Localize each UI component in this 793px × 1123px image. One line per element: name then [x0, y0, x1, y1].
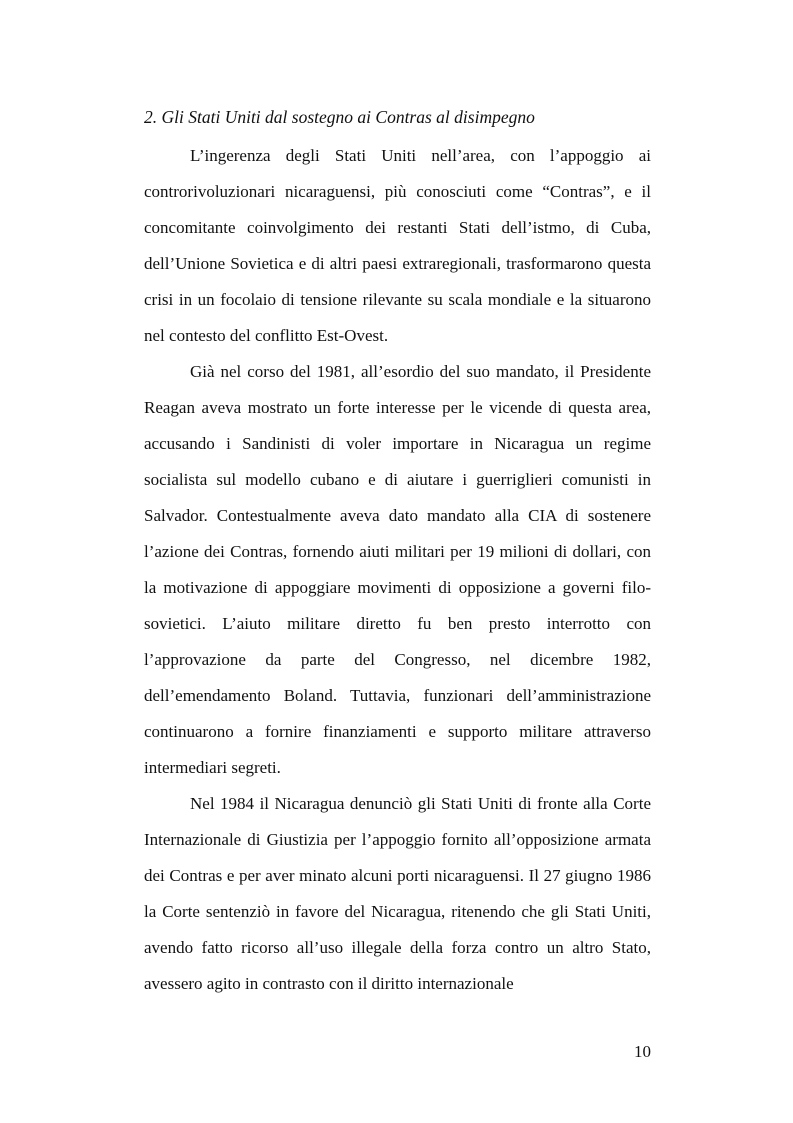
paragraph-corte: Nel 1984 il Nicaragua denunciò gli Stati Uniti di fronte alla Corte Internazionale di Giustizia per l’appoggio fornito all’opposizione armata dei Contras e per aver minato alcuni porti nicaraguensi. Il 27 giugno 1986 la Corte sentenziò in favore del Nicaragua, ritenendo che gli Stati Uniti, avendo fatto ricorso all’uso illegale della forza contro un altro Stato, avessero agito in contrasto con il diritto internazionale	[144, 794, 651, 993]
paragraph-ingerenza: L’ingerenza degli Stati Uniti nell’area, con l’appoggio ai controrivoluzionari nicaraguensi, più conosciuti come “Contras”, e il concomitante coinvolgimento dei restanti Stati dell’istmo, di Cuba, dell’Unione Sovietica e di altri paesi extraregionali, trasformarono questa crisi in un focolaio di tensione rilevante su scala mondiale e la situarono nel contesto del conflitto Est-Ovest.	[144, 146, 651, 345]
page-number: 10	[634, 1042, 651, 1061]
body-text	[144, 138, 651, 1002]
paragraph-reagan: Già nel corso del 1981, all’esordio del suo mandato, il Presidente Reagan aveva mostrato un forte interesse per le vicende di questa area, accusando i Sandinisti di voler importare in Nicaragua un regime socialista sul modello cubano e di aiutare i guerriglieri comunisti in Salvador. Contestualmente aveva dato mandato alla CIA di sostenere l’azione dei Contras, fornendo aiuti militari per 19 milioni di dollari, con la motivazione di appoggiare movimenti di opposizione a governi filo-sovietici. L’aiuto militare diretto fu ben presto interrotto con l’approvazione da parte del Congresso, nel dicembre 1982, dell’emendamento Boland. Tuttavia, funzionari dell’amministrazione continuarono a fornire finanziamenti e supporto militare attraverso intermediari segreti.	[144, 362, 651, 777]
section-heading: 2. Gli Stati Uniti dal sostegno ai Contras al disimpegno	[144, 107, 535, 127]
